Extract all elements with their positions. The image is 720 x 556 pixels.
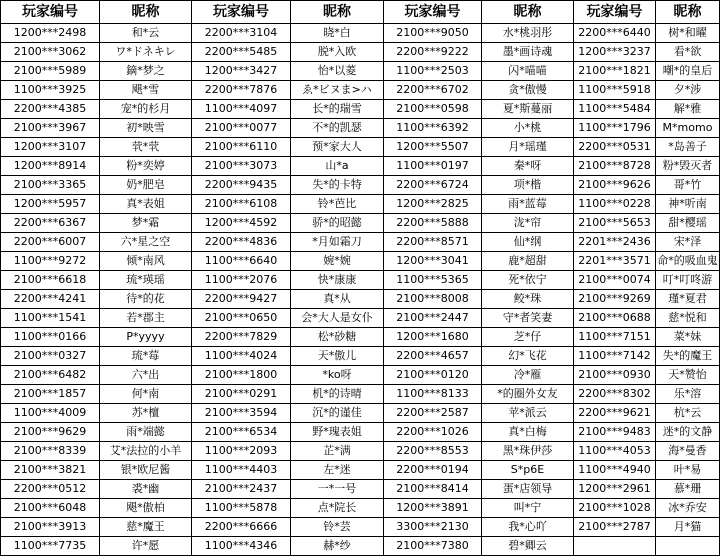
nickname-cell: 水*桃羽彤	[482, 24, 574, 43]
player-id-cell: 1200***3041	[384, 252, 482, 271]
player-id-cell: 2200***1026	[384, 423, 482, 442]
player-id-cell: 2100***3913	[1, 518, 100, 537]
player-id-cell: 2200***7876	[192, 81, 291, 100]
player-id-cell: 2200***2587	[384, 404, 482, 423]
table-row	[1, 404, 720, 423]
nickname-cell: 仙*纲	[482, 233, 574, 252]
table-row	[1, 271, 720, 290]
player-id-cell: 2100***6482	[1, 366, 100, 385]
nickname-cell: *岛善子	[656, 138, 720, 157]
player-id-cell: 1100***4097	[192, 100, 291, 119]
player-id-cell: 1100***5878	[192, 499, 291, 518]
table-row	[1, 195, 720, 214]
player-id-cell: 2201***3571	[574, 252, 656, 271]
table-row	[1, 176, 720, 195]
nickname-cell: 宋*泽	[656, 233, 720, 252]
player-id-cell: 1100***0228	[574, 195, 656, 214]
player-id-cell: 1100***1796	[574, 119, 656, 138]
player-id-cell: 1200***3427	[192, 62, 291, 81]
player-id-cell: 2200***4241	[1, 290, 100, 309]
nickname-cell: 神*听南	[656, 195, 720, 214]
player-id-cell: 2200***9621	[574, 404, 656, 423]
player-id-cell: 2100***1821	[574, 62, 656, 81]
player-id-cell: 2100***9483	[574, 423, 656, 442]
nickname-cell: 倾*南风	[100, 252, 192, 271]
table-row	[1, 138, 720, 157]
player-id-cell: 2200***8302	[574, 385, 656, 404]
nickname-cell: 六*出	[100, 366, 192, 385]
nickname-cell: 天*赞怡	[656, 366, 720, 385]
player-id-cell: 2100***6108	[192, 195, 291, 214]
nickname-cell: 小*桃	[482, 119, 574, 138]
player-id-cell: 1200***5507	[384, 138, 482, 157]
nickname-cell: 嘲*的皇后	[656, 62, 720, 81]
player-id-cell: 2201***2436	[574, 233, 656, 252]
nickname-cell: 蛋*店领导	[482, 480, 574, 499]
player-id-cell: 1200***5957	[1, 195, 100, 214]
nickname-cell: 脱*入欧	[291, 43, 384, 62]
nickname-cell: 树*和曜	[656, 24, 720, 43]
player-id-cell: 1200***8914	[1, 157, 100, 176]
table-row	[1, 233, 720, 252]
nickname-cell: 飓*雪	[100, 81, 192, 100]
player-id-cell: 2100***6618	[1, 271, 100, 290]
player-id-cell: 2100***6048	[1, 499, 100, 518]
table-row	[1, 423, 720, 442]
nickname-cell: 奶*肥皂	[100, 176, 192, 195]
table-row	[1, 119, 720, 138]
player-id-cell: 1200***2498	[1, 24, 100, 43]
player-id-cell: 2100***0074	[574, 271, 656, 290]
nickname-cell: 铃*芭比	[291, 195, 384, 214]
nickname-cell: 叫*宁	[482, 499, 574, 518]
table-row	[1, 385, 720, 404]
header-row	[1, 1, 720, 24]
table-row	[1, 537, 720, 556]
nickname-cell: 琉*莓	[100, 347, 192, 366]
player-id-cell: 2200***6702	[384, 81, 482, 100]
nickname-cell: 死*依宁	[482, 271, 574, 290]
nickname-cell: 苏*檀	[100, 404, 192, 423]
player-id-cell: 2100***3365	[1, 176, 100, 195]
nickname-cell: 夏*斯蔓丽	[482, 100, 574, 119]
player-id-cell: 2100***5989	[1, 62, 100, 81]
nickname-cell: 许*愿	[100, 537, 192, 556]
header-nickname: 昵称	[482, 1, 574, 24]
nickname-cell: 快*康康	[291, 271, 384, 290]
nickname-cell: 芷*满	[291, 442, 384, 461]
nickname-cell: 长*的瑞雪	[291, 100, 384, 119]
player-id-cell: 2200***6724	[384, 176, 482, 195]
player-id-cell: 2200***4657	[384, 347, 482, 366]
nickname-cell: 艾*法拉的小羊	[100, 442, 192, 461]
nickname-cell: 山*a	[291, 157, 384, 176]
player-id-cell: 2100***9626	[574, 176, 656, 195]
nickname-cell: 野*瑰表姐	[291, 423, 384, 442]
table-row	[1, 81, 720, 100]
nickname-cell: 梦*霜	[100, 214, 192, 233]
table-row	[1, 347, 720, 366]
nickname-cell: *的圈外女友	[482, 385, 574, 404]
nickname-cell: *月如霜刀	[291, 233, 384, 252]
nickname-cell: 一*一号	[291, 480, 384, 499]
player-id-cell: 2200***0194	[384, 461, 482, 480]
nickname-cell: 苹*派云	[482, 404, 574, 423]
table-row	[1, 366, 720, 385]
player-id-cell: 1100***2076	[192, 271, 291, 290]
nickname-cell: 裘*幽	[100, 480, 192, 499]
player-id-cell: 1200***4592	[192, 214, 291, 233]
nickname-cell: 失*的卡特	[291, 176, 384, 195]
player-id-cell: 1200***3237	[574, 43, 656, 62]
player-id-cell: 2200***4385	[1, 100, 100, 119]
nickname-cell: 泷*帘	[482, 214, 574, 233]
nickname-cell: 飓*傲柏	[100, 499, 192, 518]
player-id-cell: 1100***4009	[1, 404, 100, 423]
nickname-cell: 不*的凯瑟	[291, 119, 384, 138]
player-id-cell: 2100***8414	[384, 480, 482, 499]
nickname-cell: 秦*呀	[482, 157, 574, 176]
player-id-cell: 1100***6640	[192, 252, 291, 271]
player-id-cell: 2100***9050	[384, 24, 482, 43]
player-id-cell: 2100***0077	[192, 119, 291, 138]
player-id-cell: 2100***2437	[192, 480, 291, 499]
nickname-cell: 鹿*超甜	[482, 252, 574, 271]
nickname-cell: 慕*珊	[656, 480, 720, 499]
player-id-cell: 2200***9435	[192, 176, 291, 195]
player-id-cell: 2100***2447	[384, 309, 482, 328]
player-id-cell: 2100***0120	[384, 366, 482, 385]
nickname-cell: 碧*卿云	[482, 537, 574, 556]
nickname-cell: 慈*魔王	[100, 518, 192, 537]
nickname-cell: 宠*的杉月	[100, 100, 192, 119]
table-row	[1, 461, 720, 480]
nickname-cell: 甜*樱瑶	[656, 214, 720, 233]
nickname-cell: 月*猫	[656, 518, 720, 537]
nickname-cell: 守*者笑妻	[482, 309, 574, 328]
player-id-cell: 1100***9272	[1, 252, 100, 271]
header-nickname: 昵称	[100, 1, 192, 24]
table-row	[1, 157, 720, 176]
nickname-cell: 慈*悦和	[656, 309, 720, 328]
nickname-cell: 海*曼香	[656, 442, 720, 461]
player-id-cell: 1100***7735	[1, 537, 100, 556]
nickname-cell: 若*郡主	[100, 309, 192, 328]
player-id-cell: 1200***3107	[1, 138, 100, 157]
header-nickname: 昵称	[656, 1, 720, 24]
player-id-cell: 1100***7151	[574, 328, 656, 347]
nickname-cell: *ko呀	[291, 366, 384, 385]
player-id-cell: 1100***0166	[1, 328, 100, 347]
player-id-cell: 2200***7829	[192, 328, 291, 347]
player-id-cell: 2100***0688	[574, 309, 656, 328]
nickname-cell: 真*从	[291, 290, 384, 309]
header-player-id: 玩家编号	[1, 1, 100, 24]
player-id-cell: 1100***4346	[192, 537, 291, 556]
player-id-cell: 2100***3073	[192, 157, 291, 176]
nickname-cell: S*p6E	[482, 461, 574, 480]
nickname-cell: 真*表姐	[100, 195, 192, 214]
player-id-cell: 2200***8571	[384, 233, 482, 252]
player-id-cell: 2100***8008	[384, 290, 482, 309]
player-id-cell: 2200***6440	[574, 24, 656, 43]
nickname-cell: 闪*喵喵	[482, 62, 574, 81]
player-id-cell: 2100***3821	[1, 461, 100, 480]
table-row	[1, 62, 720, 81]
nickname-cell: 晓*白	[291, 24, 384, 43]
nickname-cell: 六*星之空	[100, 233, 192, 252]
player-id-cell	[574, 537, 656, 556]
nickname-cell: 机*的诗晴	[291, 385, 384, 404]
table-row	[1, 43, 720, 62]
table-row	[1, 24, 720, 43]
nickname-cell: 茕*茕	[100, 138, 192, 157]
nickname-cell: 初*映雪	[100, 119, 192, 138]
player-id-cell: 2200***9222	[384, 43, 482, 62]
nickname-cell: 怡*以菱	[291, 62, 384, 81]
player-id-cell: 2200***9427	[192, 290, 291, 309]
player-id-cell: 2100***7380	[384, 537, 482, 556]
player-id-cell: 2200***8553	[384, 442, 482, 461]
nickname-cell: 幻*飞花	[482, 347, 574, 366]
nickname-cell: 银*欧尼酱	[100, 461, 192, 480]
nickname-cell: 叶*易	[656, 461, 720, 480]
nickname-cell: 芝*仔	[482, 328, 574, 347]
nickname-cell: 沉*的谨佳	[291, 404, 384, 423]
player-id-cell: 1200***3891	[384, 499, 482, 518]
player-id-cell: 2100***8339	[1, 442, 100, 461]
nickname-cell: 鏑*梦之	[100, 62, 192, 81]
nickname-cell: 命*的吸血鬼	[656, 252, 720, 271]
player-id-cell: 2100***1800	[192, 366, 291, 385]
nickname-cell: 乐*溶	[656, 385, 720, 404]
player-id-cell: 1100***7142	[574, 347, 656, 366]
player-id-cell: 2200***6367	[1, 214, 100, 233]
player-id-cell: 1100***4940	[574, 461, 656, 480]
nickname-cell: 项*楷	[482, 176, 574, 195]
nickname-cell: M*momo	[656, 119, 720, 138]
player-id-cell: 2100***0327	[1, 347, 100, 366]
player-id-cell: 2100***1028	[574, 499, 656, 518]
nickname-cell: 月*瑶瑾	[482, 138, 574, 157]
player-id-cell: 2200***0531	[574, 138, 656, 157]
nickname-cell: 贪*傲慢	[482, 81, 574, 100]
nickname-cell: 菜*妹	[656, 328, 720, 347]
player-id-cell: 1200***2825	[384, 195, 482, 214]
player-id-cell: 1100***3925	[1, 81, 100, 100]
player-id-cell: 2200***4836	[192, 233, 291, 252]
player-id-cell: 2100***0598	[384, 100, 482, 119]
nickname-cell: 冷*雁	[482, 366, 574, 385]
table-row	[1, 252, 720, 271]
nickname-cell: 看*欲	[656, 43, 720, 62]
player-id-cell: 2100***3062	[1, 43, 100, 62]
player-id-cell: 2100***3967	[1, 119, 100, 138]
player-id-cell: 1100***5365	[384, 271, 482, 290]
player-id-cell: 1200***1680	[384, 328, 482, 347]
nickname-cell: 待*的花	[100, 290, 192, 309]
nickname-cell: 哥*竹	[656, 176, 720, 195]
nickname-cell: 鲛*珠	[482, 290, 574, 309]
header-nickname: 昵称	[291, 1, 384, 24]
nickname-cell: 粉*毁灭者	[656, 157, 720, 176]
player-id-cell: 1100***1541	[1, 309, 100, 328]
nickname-cell: 预*家大人	[291, 138, 384, 157]
nickname-cell: 骄*的昭懿	[291, 214, 384, 233]
player-id-cell: 2200***6007	[1, 233, 100, 252]
player-id-cell: 2100***2787	[574, 518, 656, 537]
player-id-cell: 1100***4053	[574, 442, 656, 461]
table-row	[1, 309, 720, 328]
nickname-cell: 何*南	[100, 385, 192, 404]
nickname-cell: 松*砂糖	[291, 328, 384, 347]
player-id-cell: 2100***3594	[192, 404, 291, 423]
player-id-cell: 1100***4403	[192, 461, 291, 480]
player-id-cell: 2200***3104	[192, 24, 291, 43]
player-id-cell: 2100***5653	[574, 214, 656, 233]
nickname-cell: 雨*蓝莓	[482, 195, 574, 214]
player-id-cell: 2200***5485	[192, 43, 291, 62]
nickname-cell: ゑ*ビヌま>ハ	[291, 81, 384, 100]
nickname-cell: ワ*ドネキレ	[100, 43, 192, 62]
nickname-cell: 黑*珠伊莎	[482, 442, 574, 461]
player-id-cell: 2100***9269	[574, 290, 656, 309]
nickname-cell: 叮*叮咚游	[656, 271, 720, 290]
nickname-cell: 雨*端懿	[100, 423, 192, 442]
player-id-cell: 1100***0197	[384, 157, 482, 176]
nickname-cell: P*yyyy	[100, 328, 192, 347]
nickname-cell: 冰*乔安	[656, 499, 720, 518]
nickname-cell: 墨*画诗魂	[482, 43, 574, 62]
player-id-cell: 2100***0291	[192, 385, 291, 404]
table-row	[1, 442, 720, 461]
table-row	[1, 480, 720, 499]
player-id-cell: 2100***6534	[192, 423, 291, 442]
player-id-cell: 2200***6666	[192, 518, 291, 537]
nickname-cell: 点*院长	[291, 499, 384, 518]
nickname-cell: 解*雅	[656, 100, 720, 119]
nickname-cell	[656, 537, 720, 556]
player-id-cell: 1100***6392	[384, 119, 482, 138]
nickname-cell: 铃*芸	[291, 518, 384, 537]
nickname-cell: 琉*瑛瑶	[100, 271, 192, 290]
player-id-cell: 1100***5918	[574, 81, 656, 100]
nickname-cell: 天*傲儿	[291, 347, 384, 366]
nickname-cell: 瑾*夏君	[656, 290, 720, 309]
player-id-cell: 2100***0930	[574, 366, 656, 385]
nickname-cell: 我*心吖	[482, 518, 574, 537]
nickname-cell: 左*迷	[291, 461, 384, 480]
nickname-cell: 杭*云	[656, 404, 720, 423]
nickname-cell: 赫*纱	[291, 537, 384, 556]
header-player-id: 玩家编号	[574, 1, 656, 24]
player-id-cell: 3300***2130	[384, 518, 482, 537]
nickname-cell: 真*白梅	[482, 423, 574, 442]
player-id-cell: 2100***8728	[574, 157, 656, 176]
player-id-cell: 1100***5484	[574, 100, 656, 119]
table-row	[1, 328, 720, 347]
player-id-cell: 1100***4024	[192, 347, 291, 366]
table-body	[1, 24, 720, 556]
player-id-cell: 1200***2961	[574, 480, 656, 499]
nickname-cell: 会*大人是女仆	[291, 309, 384, 328]
nickname-cell: 婉*婉	[291, 252, 384, 271]
header-player-id: 玩家编号	[384, 1, 482, 24]
player-id-cell: 2200***0512	[1, 480, 100, 499]
player-id-cell: 2200***5888	[384, 214, 482, 233]
nickname-cell: 迷*的文静	[656, 423, 720, 442]
table-row	[1, 100, 720, 119]
nickname-cell: 粉*奕婷	[100, 157, 192, 176]
player-id-cell: 1100***2503	[384, 62, 482, 81]
player-id-cell: 1100***8133	[384, 385, 482, 404]
player-id-cell: 1100***2093	[192, 442, 291, 461]
player-id-cell: 2100***0650	[192, 309, 291, 328]
table-row	[1, 214, 720, 233]
table-row	[1, 499, 720, 518]
player-id-cell: 2100***9629	[1, 423, 100, 442]
player-id-cell: 2100***1857	[1, 385, 100, 404]
header-player-id: 玩家编号	[192, 1, 291, 24]
nickname-cell: 夕*涉	[656, 81, 720, 100]
player-id-cell: 2100***6110	[192, 138, 291, 157]
nickname-cell: 和*云	[100, 24, 192, 43]
table-row	[1, 290, 720, 309]
nickname-cell: 失*的魔王	[656, 347, 720, 366]
